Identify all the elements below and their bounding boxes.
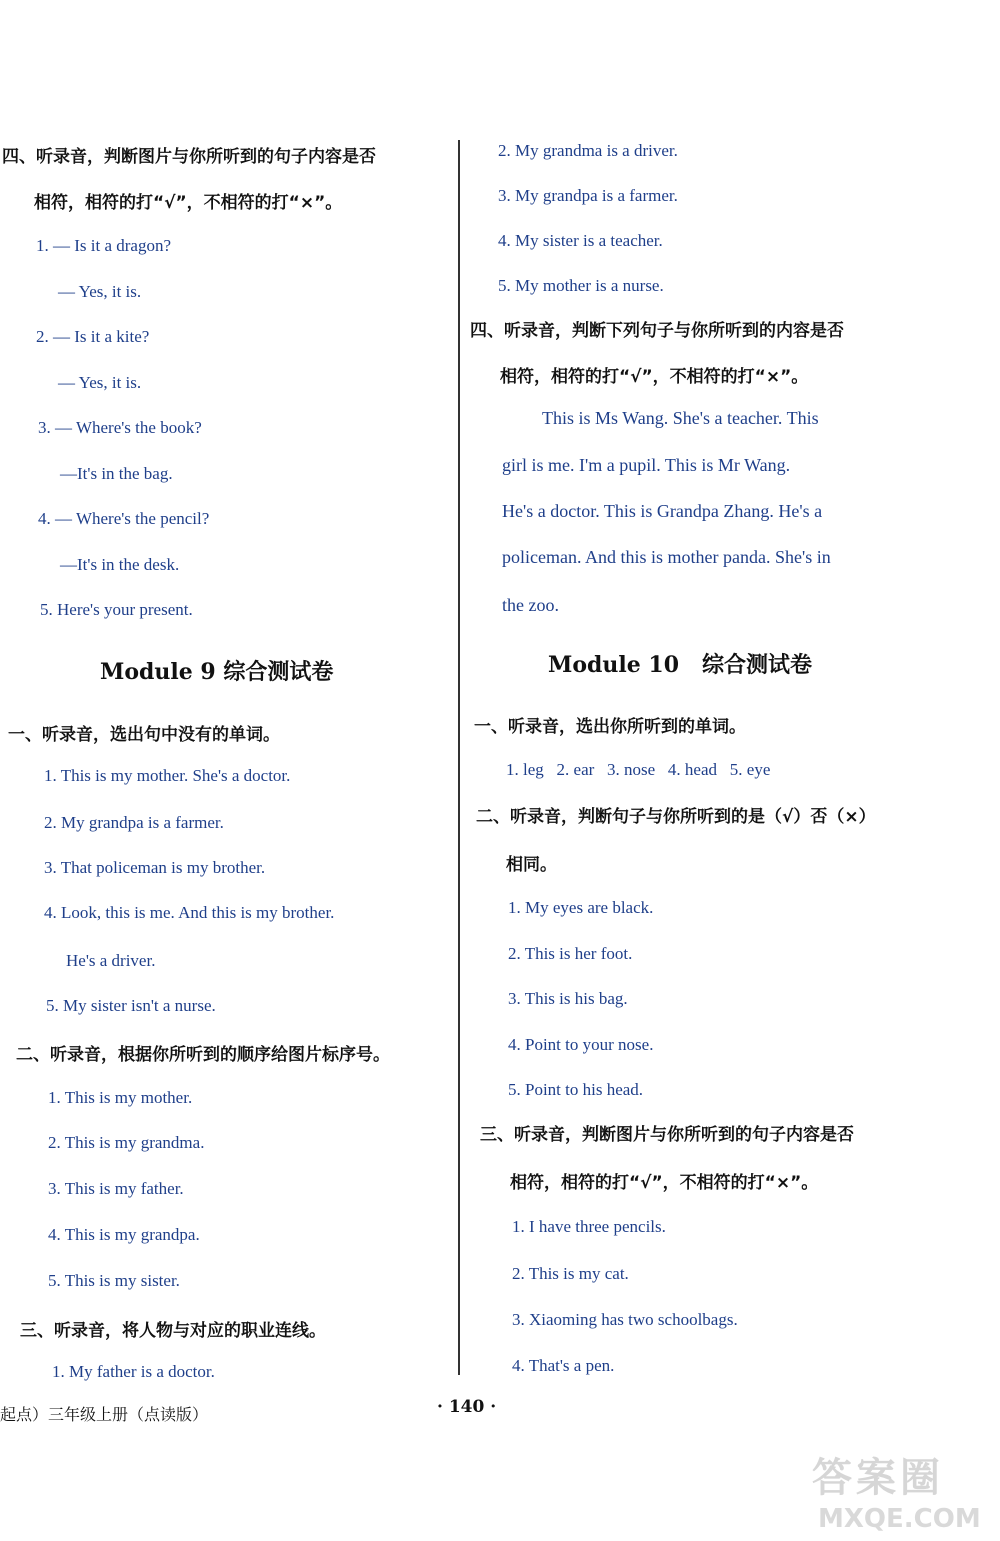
m9-q3-line-1: 1. My father is a doctor.: [52, 1362, 215, 1381]
r-sec4-title-2: 相符，相符的打“√”，不相符的打“×”。: [500, 367, 809, 387]
l-sec4-line-1: 1. — Is it a dragon?: [36, 236, 172, 255]
l-sec4-line-8: —It's in the desk.: [60, 555, 180, 574]
m9-q1-title: 一、听录音，选出句中没有的单词。: [8, 725, 280, 745]
watermark-logo-text: 答案圈: [812, 1455, 944, 1501]
r-cont-line-2: 3. My grandpa is a farmer.: [498, 186, 678, 205]
m10-q2-title-1: 二、听录音，判断句子与你所听到的是（√）否（×）: [476, 807, 876, 827]
m10-q3-title-2: 相符，相符的打“√”，不相符的打“×”。: [510, 1173, 819, 1193]
m10-q2-line-5: 5. Point to his head.: [508, 1080, 644, 1099]
l-sec4-line-7: 4. — Where's the pencil?: [38, 509, 210, 528]
r-passage-line-4: policeman. And this is mother panda. She's in: [502, 547, 831, 567]
m10-q3-title-1: 三、听录音，判断图片与你所听到的句子内容是否: [480, 1125, 854, 1145]
l-sec4-line-5: 3. — Where's the book?: [38, 418, 202, 437]
r-passage-line-1: This is Ms Wang. She's a teacher. This: [542, 408, 819, 428]
module9-title: Module 9 综合测试卷: [100, 659, 334, 685]
m9-q2-title: 二、听录音，根据你所听到的顺序给图片标序号。: [16, 1045, 390, 1065]
l-sec4-title-1: 四、听录音，判断图片与你所听到的句子内容是否: [2, 147, 376, 167]
m9-q2-line-2: 2. This is my grandma.: [48, 1133, 205, 1152]
m10-q3-line-4: 4. That's a pen.: [512, 1356, 615, 1375]
r-cont-line-4: 5. My mother is a nurse.: [498, 276, 664, 295]
m9-q1-line-3: 3. That policeman is my brother.: [44, 858, 266, 877]
m9-q2-line-4: 4. This is my grandpa.: [48, 1225, 200, 1244]
m9-q2-line-3: 3. This is my father.: [48, 1179, 184, 1198]
m9-q2-line-1: 1. This is my mother.: [48, 1088, 193, 1107]
l-sec4-title-2: 相符，相符的打“√”，不相符的打“×”。: [34, 193, 343, 213]
m10-q1-words: 1. leg 2. ear 3. nose 4. head 5. eye: [506, 760, 771, 779]
m9-q1-line-5: He's a driver.: [66, 951, 156, 970]
m10-q2-line-4: 4. Point to your nose.: [508, 1035, 654, 1054]
l-sec4-line-9: 5. Here's your present.: [40, 600, 193, 619]
m10-q3-line-2: 2. This is my cat.: [512, 1264, 629, 1283]
m9-q1-line-1: 1. This is my mother. She's a doctor.: [44, 766, 291, 785]
r-cont-line-1: 2. My grandma is a driver.: [498, 141, 678, 160]
m10-q1-title: 一、听录音，选出你所听到的单词。: [474, 717, 746, 737]
l-sec4-line-3: 2. — Is it a kite?: [36, 327, 150, 346]
footer-book-title: 起点）三年级上册（点读版）: [0, 1405, 209, 1424]
l-sec4-line-2: — Yes, it is.: [58, 282, 142, 301]
m9-q1-line-4: 4. Look, this is me. And this is my brother.: [44, 903, 335, 922]
m9-q1-line-6: 5. My sister isn't a nurse.: [46, 996, 216, 1015]
r-passage-line-3: He's a doctor. This is Grandpa Zhang. He's a: [502, 501, 823, 521]
watermark: [812, 1446, 997, 1538]
m10-q2-line-3: 3. This is his bag.: [508, 989, 628, 1008]
page-number: · 140 ·: [437, 1397, 497, 1417]
module10-title: Module 10 综合测试卷: [548, 652, 813, 678]
r-cont-line-3: 4. My sister is a teacher.: [498, 231, 663, 250]
column-divider: [458, 140, 460, 1375]
r-passage-line-2: girl is me. I'm a pupil. This is Mr Wang.: [502, 455, 791, 475]
watermark-url: MXQE.COM: [818, 1504, 981, 1534]
l-sec4-line-4: — Yes, it is.: [58, 373, 142, 392]
m10-q3-line-1: 1. I have three pencils.: [512, 1217, 666, 1236]
m10-q2-line-2: 2. This is her foot.: [508, 944, 633, 963]
m10-q2-title-2: 相同。: [506, 855, 557, 875]
m10-q2-line-1: 1. My eyes are black.: [508, 898, 654, 917]
m9-q1-line-2: 2. My grandpa is a farmer.: [44, 813, 224, 832]
r-sec4-title-1: 四、听录音，判断下列句子与你所听到的内容是否: [470, 321, 844, 341]
r-passage-line-5: the zoo.: [502, 595, 559, 615]
m10-q3-line-3: 3. Xiaoming has two schoolbags.: [512, 1310, 738, 1329]
l-sec4-line-6: —It's in the bag.: [60, 464, 173, 483]
m9-q2-line-5: 5. This is my sister.: [48, 1271, 180, 1290]
m9-q3-title: 三、听录音，将人物与对应的职业连线。: [20, 1321, 326, 1341]
